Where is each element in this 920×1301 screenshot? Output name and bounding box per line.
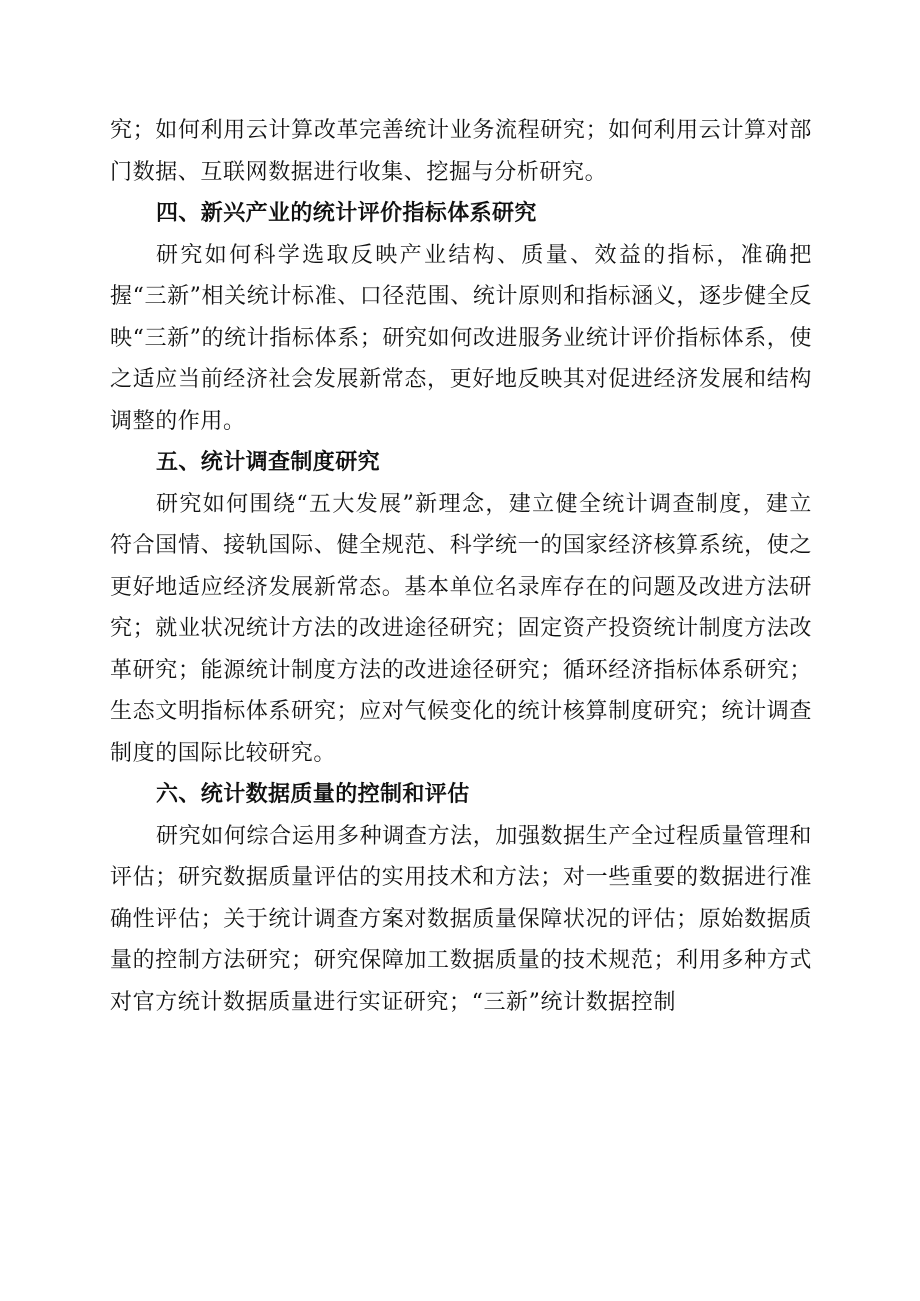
- section-heading-5: 五、统计调查制度研究: [156, 450, 381, 475]
- paragraph-continued: 究；如何利用云计算改革完善统计业务流程研究；如何利用云计算对部门数据、互联网数据进行收集、挖掘与分析研究。: [110, 118, 812, 185]
- section-heading-6: 六、统计数据质量的控制和评估: [156, 782, 470, 807]
- section-4-paragraph: 研究如何科学选取反映产业结构、质量、效益的指标，准确把握“三新”相关统计标准、口径范围、统计原则和指标涵义，逐步健全反映“三新”的统计指标体系；研究如何改进服务业统计评价指标体系，使之适应当前经济社会发展新常态，更好地反映其对促进经济发展和结构调整的作用。: [110, 242, 812, 434]
- section-6-paragraph: 研究如何综合运用多种调查方法，加强数据生产全过程质量管理和评估；研究数据质量评估的实用技术和方法；对一些重要的数据进行准确性评估；关于统计调查方案对数据质量保障状况的评估；原始数据质量的控制方法研究；研究保障加工数据质量的技术规范；利用多种方式对官方统计数据质量进行实证研究；“三新”统计数据控制: [110, 823, 812, 1015]
- section-5-paragraph: 研究如何围绕“五大发展”新理念，建立健全统计调查制度，建立符合国情、接轨国际、健全规范、科学统一的国家经济核算系统，使之更好地适应经济发展新常态。基本单位名录库存在的问题及改进方法研究；就业状况统计方法的改进途径研究；固定资产投资统计制度方法改革研究；能源统计制度方法的改进途径研究；循环经济指标体系研究；生态文明指标体系研究；应对气候变化的统计核算制度研究；统计调查制度的国际比较研究。: [110, 491, 812, 766]
- section-heading-4: 四、新兴产业的统计评价指标体系研究: [156, 201, 537, 226]
- document-body: [110, 110, 812, 1023]
